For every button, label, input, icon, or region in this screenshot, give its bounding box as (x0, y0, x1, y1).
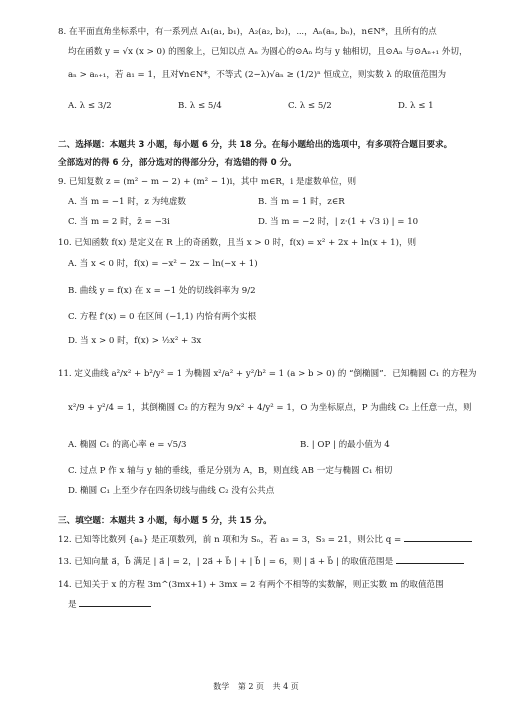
q9-option-a: A. 当 m = −1 时，z 为纯虚数 (68, 197, 187, 207)
section-3-heading: 三、填空题：本题共 3 小题，每小题 5 分，共 15 分。 (58, 516, 272, 526)
q8-line-3: aₙ > aₙ₊₁，若 a₁ = 1，且对∀n∈N*，不等式 (2−λ)√aₙ ≥ (1/2)ⁿ 恒成立，则实数 λ 的取值范围为 (68, 70, 447, 80)
q10-stem: 10. 已知函数 f(x) 是定义在 R 上的奇函数，且当 x > 0 时，f(x) = x² + 2x + ln(x + 1)，则 (58, 238, 417, 248)
q11-option-c: C. 过点 P 作 x 轴与 y 轴的垂线，垂足分别为 A，B，则直线 AB 一定与椭圆 C₁ 相切 (68, 466, 393, 476)
q13-text: 13. 已知向量 a⃗，b⃗ 满足 | a⃗ | = 2，| 2a⃗ + b⃗ | + | b⃗ | = 6，则 | a⃗ + b⃗ | 的取值范围是 (58, 557, 394, 567)
q10-option-a: A. 当 x < 0 时，f(x) = −x² − 2x − ln(−x + 1) (68, 259, 258, 269)
q8-option-a: A. λ ≤ 3/2 (68, 101, 112, 111)
q14-line-2 (68, 600, 151, 611)
q9-option-d: D. 当 m = −2 时，| z·(1 + √3 i) | = 10 (258, 217, 419, 227)
q8-option-d: D. λ ≤ 1 (398, 101, 434, 111)
footer-total-pages: 共 4 页 (272, 682, 299, 691)
q14-line-1: 14. 已知关于 x 的方程 3m^(3mx+1) + 3mx = 2 有两个不相等的实数解，则正实数 m 的取值范围 (58, 580, 444, 590)
q10-option-c: C. 方程 f′(x) = 0 在区间 (−1,1) 内恰有两个实根 (68, 312, 257, 322)
q12-answer-blank[interactable] (404, 541, 472, 542)
q9-option-c: C. 当 m = 2 时，z̄ = −3i (68, 217, 170, 227)
q9-option-b: B. 当 m = 1 时，z∈R (258, 197, 345, 207)
section-2-heading: 二、选择题：本题共 3 小题，每小题 6 分，共 18 分。在每小题给出的选项中，有多项符合题目要求。 (58, 140, 453, 150)
footer-page-number: 第 2 页 (237, 682, 264, 691)
q11-option-a: A. 椭圆 C₁ 的离心率 e = √5/3 (68, 440, 187, 450)
q10-option-d: D. 当 x > 0 时，f(x) > ½x² + 3x (68, 336, 202, 346)
q8-option-b: B. λ ≤ 5/4 (178, 101, 222, 111)
question-12 (58, 535, 472, 546)
q13-answer-blank[interactable] (396, 563, 464, 564)
q12-text: 12. 已知等比数列 {aₙ} 是正项数列，前 n 项和为 Sₙ，若 a₃ = 3，S₃ = 21，则公比 q = (58, 535, 402, 545)
q11-line-2: x²/9 + y²/4 = 1，其倒椭圆 C₂ 的方程为 9/x² + 4/y² = 1，O 为坐标原点，P 为曲线 C₂ 上任意一点，则 (68, 403, 472, 413)
q10-option-b: B. 曲线 y = f(x) 在 x = −1 处的切线斜率为 9/2 (68, 286, 256, 296)
q11-option-b: B. | OP | 的最小值为 4 (300, 440, 390, 450)
q8-option-c: C. λ ≤ 5/2 (288, 101, 332, 111)
q14-line-2-text: 是 (68, 600, 77, 610)
section-2-instructions: 全部选对的得 6 分，部分选对的得部分分，有选错的得 0 分。 (58, 158, 297, 168)
q11-option-d: D. 椭圆 C₁ 上至少存在四条切线与曲线 C₂ 没有公共点 (68, 486, 275, 496)
q14-answer-blank[interactable] (79, 606, 151, 607)
q9-stem: 9. 已知复数 z = (m² − m − 2) + (m² − 1)i，其中 m∈R，i 是虚数单位，则 (58, 177, 357, 187)
q11-line-1: 11. 定义曲线 a²/x² + b²/y² = 1 为椭圆 x²/a² + y²/b² = 1 (a > b > 0) 的 “倒椭圆”．已知椭圆 C₁ 的方程为 (58, 369, 477, 379)
q8-line-2: 均在函数 y = √x (x > 0) 的图象上，已知以点 Aₙ 为圆心的⊙Aₙ 均与 y 轴相切，且⊙Aₙ 与⊙Aₙ₊₁ 外切， (68, 47, 468, 57)
question-13 (58, 557, 464, 568)
page-footer (0, 682, 512, 692)
footer-subject: 数学 (213, 682, 230, 691)
q8-line-1: 8. 在平面直角坐标系中，有一系列点 A₁(a₁, b₁)，A₂(a₂, b₂)，⋯，Aₙ(aₙ, bₙ)，n∈N*，且所有的点 (58, 27, 437, 37)
